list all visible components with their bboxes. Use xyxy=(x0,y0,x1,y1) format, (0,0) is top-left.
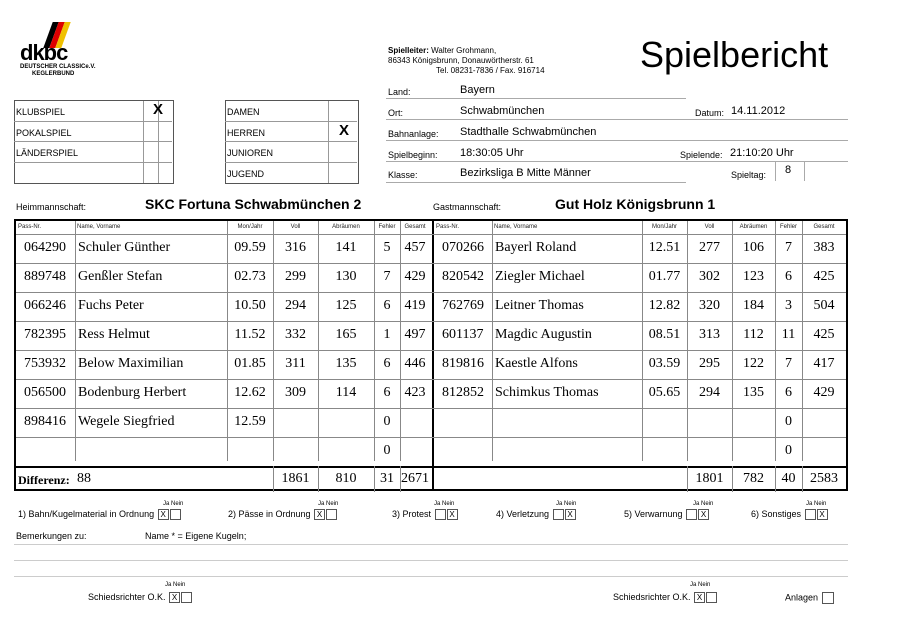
kategorie-mark-1[interactable]: X xyxy=(339,121,350,139)
spielleiter-block xyxy=(388,46,545,76)
spielleiter-tel: Tel. 08231-7836 / Fax. 916714 xyxy=(436,66,545,75)
check-ja-checkbox-5[interactable] xyxy=(805,509,816,520)
check-nein-checkbox-0[interactable] xyxy=(170,509,181,520)
land-value: Bayern xyxy=(460,84,495,96)
kategorie-label-1: HERREN xyxy=(227,127,266,138)
check-nein-checkbox-1[interactable] xyxy=(326,509,337,520)
spieltag-label: Spieltag: xyxy=(731,170,767,180)
guest-col-voll: Voll xyxy=(704,224,715,230)
check-item-4 xyxy=(624,509,709,520)
schiri1-janein: Ja Nein xyxy=(165,582,186,588)
datum-value: 14.11.2012 xyxy=(731,105,786,117)
bemerkungen-text: Name * = Eigene Kugeln; xyxy=(145,531,247,541)
check-janein-5: Ja Nein xyxy=(806,501,827,507)
check-label-1: 2) Pässe in Ordnung xyxy=(228,509,311,519)
page-title: Spielbericht xyxy=(640,34,829,75)
home-row-0-voll: 316 xyxy=(285,240,306,255)
spielbeginn-label: Spielbeginn: xyxy=(388,150,438,160)
check-ja-checkbox-2[interactable] xyxy=(435,509,446,520)
guest-row-2-ges: 504 xyxy=(813,298,835,313)
home-row-2-abr: 125 xyxy=(335,298,357,313)
spielbeginn-value: 18:30:05 Uhr xyxy=(460,147,524,159)
logo-brand: dkbc xyxy=(20,40,68,65)
guest-row-0-fehler: 7 xyxy=(785,240,792,255)
home-col-fehler: Fehler xyxy=(378,224,396,230)
home-row-2-mj: 10.50 xyxy=(234,298,266,313)
guest-row-2-mj: 12.82 xyxy=(648,298,681,313)
check-nein-checkbox-2[interactable]: X xyxy=(447,509,458,520)
home-row-5-pass: 056500 xyxy=(24,385,66,400)
bemerkungen-label: Bemerkungen zu: xyxy=(16,531,87,541)
guest-total-voll: 1801 xyxy=(695,471,724,486)
guest-col-fehler: Fehler xyxy=(779,224,797,230)
home-row-3-fehler: 1 xyxy=(383,327,391,342)
home-row-2-name: Fuchs Peter xyxy=(78,298,144,313)
bahnanlage-label: Bahnanlage: xyxy=(388,129,439,139)
results-table xyxy=(14,219,848,491)
home-row-1-mj: 02.73 xyxy=(234,269,266,284)
home-row-2-ges: 419 xyxy=(404,298,426,313)
home-row-5-fehler: 6 xyxy=(383,385,391,400)
guest-row-2-voll: 320 xyxy=(699,298,720,313)
home-row-4-pass: 753932 xyxy=(24,356,66,371)
guest-row-3-name: Magdic Augustin xyxy=(495,327,592,342)
spieltag-value: 8 xyxy=(785,164,792,176)
spielart-label-0: KLUBSPIEL xyxy=(16,107,66,117)
guest-row-5-ges: 429 xyxy=(813,385,835,400)
check-label-2: 3) Protest xyxy=(392,509,432,519)
home-row-3-ges: 497 xyxy=(404,327,426,342)
home-row-1-abr: 130 xyxy=(335,269,357,284)
guest-row-3-voll: 313 xyxy=(699,327,720,342)
home-row-1-ges: 429 xyxy=(404,269,426,284)
guest-row-4-fehler: 7 xyxy=(785,356,792,371)
schiri2-ja-checkbox[interactable]: X xyxy=(694,592,705,603)
guest-row-0-mj: 12.51 xyxy=(648,240,681,255)
guest-row-1-abr: 123 xyxy=(743,269,764,284)
schiri2-label: Schiedsrichter O.K. xyxy=(613,592,691,602)
home-row-5-mj: 12.62 xyxy=(234,385,266,400)
logo-line3: e.V. xyxy=(85,64,96,70)
check-label-3: 4) Verletzung xyxy=(496,509,550,519)
schiri1-ja-checkbox[interactable]: X xyxy=(169,592,180,603)
kategorie-label-0: DAMEN xyxy=(227,107,260,117)
home-row-3-mj: 11.52 xyxy=(234,327,266,342)
home-row-4-mj: 01.85 xyxy=(234,356,266,371)
home-row-0-abr: 141 xyxy=(335,240,357,255)
check-janein-2: Ja Nein xyxy=(434,501,455,507)
guest-team-name: Gut Holz Königsbrunn 1 xyxy=(555,196,716,212)
home-row-5-ges: 423 xyxy=(404,385,426,400)
land-label: Land: xyxy=(388,87,411,97)
guest-row-1-voll: 302 xyxy=(699,269,720,284)
guest-row-3-fehler: 11 xyxy=(781,327,796,342)
dkbc-logo xyxy=(18,22,98,80)
check-janein-1: Ja Nein xyxy=(318,501,339,507)
check-item-2 xyxy=(392,509,458,520)
check-janein-4: Ja Nein xyxy=(693,501,714,507)
anlagen xyxy=(785,592,834,604)
home-row-4-voll: 311 xyxy=(285,356,306,371)
guest-row-3-pass: 601137 xyxy=(442,327,484,342)
guest-col-pass: Pass-Nr. xyxy=(436,224,460,230)
kategorie-label-3: JUGEND xyxy=(227,168,265,179)
check-ja-checkbox-4[interactable] xyxy=(686,509,697,520)
anlagen-label: Anlagen xyxy=(785,592,819,603)
home-row-4-name: Below Maximilian xyxy=(78,356,184,371)
differenz-label: Differenz: xyxy=(18,473,70,487)
home-col-abr: Abräumen xyxy=(332,224,360,230)
check-ja-checkbox-3[interactable] xyxy=(553,509,564,520)
guest-row-2-name: Leitner Thomas xyxy=(495,298,584,313)
home-row-1-voll: 299 xyxy=(285,269,306,284)
ort-label: Ort: xyxy=(388,108,403,118)
guest-col-abr: Abräumen xyxy=(739,224,768,230)
guest-total-abr: 782 xyxy=(743,471,764,486)
bahnanlage-value: Stadthalle Schwabmünchen xyxy=(460,126,597,138)
spielende-label: Spielende: xyxy=(680,150,723,160)
schiri1-label: Schiedsrichter O.K. xyxy=(88,592,166,602)
guest-row-3-abr: 112 xyxy=(743,327,764,342)
home-row-0-fehler: 5 xyxy=(383,240,391,255)
home-row-6-pass: 898416 xyxy=(24,414,66,429)
spielleiter-label: Spielleiter: xyxy=(388,46,429,55)
check-label-4: 5) Verwarnung xyxy=(624,509,683,519)
schiri1 xyxy=(88,592,192,603)
home-team-name: SKC Fortuna Schwabmünchen 2 xyxy=(145,196,362,212)
home-row-1-name: Genßler Stefan xyxy=(78,269,163,284)
home-row-4-fehler: 6 xyxy=(383,356,391,371)
check-ja-checkbox-0[interactable]: X xyxy=(158,509,169,520)
home-total-fehler: 31 xyxy=(380,471,394,486)
spielende-value: 21:10:20 Uhr xyxy=(730,147,794,159)
schiri2-nein-checkbox[interactable] xyxy=(706,592,717,603)
guest-row-0-pass: 070266 xyxy=(442,240,484,255)
guest-col-monjahr: Mon/Jahr xyxy=(651,224,677,230)
home-row-3-abr: 165 xyxy=(335,327,357,342)
guest-row-1-fehler: 6 xyxy=(785,269,792,284)
guest-row-0-abr: 106 xyxy=(743,240,764,255)
guest-row-5-mj: 05.65 xyxy=(648,385,681,400)
check-label-0: 1) Bahn/Kugelmaterial in Ordnung xyxy=(18,509,155,519)
check-item-5 xyxy=(751,509,828,520)
spielart-label-1: POKALSPIEL xyxy=(16,127,72,138)
guest-row-0-ges: 383 xyxy=(813,240,835,255)
guest-row-5-name: Schimkus Thomas xyxy=(495,385,599,400)
schiri2 xyxy=(613,592,717,603)
home-row-4-abr: 135 xyxy=(335,356,357,371)
home-row-0-ges: 457 xyxy=(404,240,426,255)
home-col-monjahr: Mon/Jahr xyxy=(237,224,263,230)
home-team-label: Heimmannschaft: xyxy=(16,202,87,212)
check-janein-3: Ja Nein xyxy=(556,501,577,507)
home-row-0-pass: 064290 xyxy=(24,240,66,255)
guest-row-4-voll: 295 xyxy=(699,356,720,371)
guest-row-4-mj: 03.59 xyxy=(648,356,681,371)
home-row-2-fehler: 6 xyxy=(383,298,391,313)
check-nein-checkbox-4[interactable]: X xyxy=(698,509,709,520)
spielleiter-name: Walter Grohmann, xyxy=(431,46,497,55)
guest-row-1-pass: 820542 xyxy=(442,269,484,284)
check-janein-0: Ja Nein xyxy=(163,501,184,507)
guest-total-fehler: 40 xyxy=(781,471,796,486)
home-row-2-pass: 066246 xyxy=(24,298,66,313)
home-row-3-voll: 332 xyxy=(285,327,306,342)
guest-row-5-abr: 135 xyxy=(743,385,764,400)
home-row-2-voll: 294 xyxy=(285,298,306,313)
home-row-6-mj: 12.59 xyxy=(234,414,266,429)
check-ja-checkbox-1[interactable]: X xyxy=(314,509,325,520)
home-row-1-pass: 889748 xyxy=(24,269,66,284)
guest-row-6-fehler: 0 xyxy=(785,414,792,429)
guest-row-5-fehler: 6 xyxy=(785,385,792,400)
differenz-value: 88 xyxy=(77,471,91,486)
home-row-0-name: Schuler Günther xyxy=(78,240,171,255)
guest-row-1-ges: 425 xyxy=(813,269,835,284)
check-item-3 xyxy=(496,509,576,520)
spielart-mark-0[interactable]: X xyxy=(153,101,164,118)
home-row-3-name: Ress Helmut xyxy=(78,327,150,342)
guest-col-name: Name, Vorname xyxy=(494,224,538,230)
guest-row-2-pass: 762769 xyxy=(442,298,484,313)
home-total-abr: 810 xyxy=(335,471,357,486)
home-row-0-mj: 09.59 xyxy=(234,240,266,255)
logo-line4: KEGLERBUND xyxy=(32,71,75,77)
schiri1-nein-checkbox[interactable] xyxy=(181,592,192,603)
logo-line1: DEUTSCHER xyxy=(20,64,58,70)
guest-row-4-ges: 417 xyxy=(813,356,835,371)
guest-row-7-fehler: 0 xyxy=(785,443,792,458)
guest-row-0-name: Bayerl Roland xyxy=(495,240,577,255)
logo-line2: CLASSIC xyxy=(59,64,86,70)
guest-row-3-mj: 08.51 xyxy=(648,327,681,342)
check-label-5: 6) Sonstiges xyxy=(751,509,802,519)
guest-row-0-voll: 277 xyxy=(699,240,720,255)
guest-row-4-abr: 122 xyxy=(743,356,764,371)
guest-total-ges: 2583 xyxy=(810,471,838,486)
klasse-label: Klasse: xyxy=(388,170,418,180)
home-col-gesamt: Gesamt xyxy=(404,224,426,230)
home-row-3-pass: 782395 xyxy=(24,327,66,342)
home-col-voll: Voll xyxy=(290,224,301,230)
home-row-5-voll: 309 xyxy=(285,385,306,400)
klasse-value: Bezirksliga B Mitte Männer xyxy=(460,167,591,179)
guest-row-4-name: Kaestle Alfons xyxy=(495,356,578,371)
home-row-4-ges: 446 xyxy=(404,356,426,371)
home-total-ges: 2671 xyxy=(401,471,429,486)
check-item-0 xyxy=(18,509,181,520)
datum-label: Datum: xyxy=(695,108,725,118)
home-row-5-name: Bodenburg Herbert xyxy=(78,385,187,400)
guest-row-5-voll: 294 xyxy=(699,385,720,400)
home-col-pass: Pass-Nr. xyxy=(18,224,42,230)
guest-col-gesamt: Gesamt xyxy=(813,224,835,230)
home-row-6-fehler: 0 xyxy=(383,414,391,429)
anlagen-checkbox[interactable] xyxy=(822,592,834,604)
guest-row-2-abr: 184 xyxy=(743,298,764,313)
guest-row-4-pass: 819816 xyxy=(442,356,484,371)
home-row-5-abr: 114 xyxy=(335,385,357,400)
schiri2-janein: Ja Nein xyxy=(690,582,711,588)
check-item-1 xyxy=(228,509,337,520)
spielleiter-address: 86343 Königsbrunn, Donauwörtherstr. 61 xyxy=(388,56,534,65)
home-total-voll: 1861 xyxy=(281,471,310,486)
guest-row-1-mj: 01.77 xyxy=(648,269,681,284)
check-nein-checkbox-3[interactable]: X xyxy=(565,509,576,520)
home-row-7-fehler: 0 xyxy=(383,443,391,458)
guest-row-5-pass: 812852 xyxy=(442,385,484,400)
spielart-label-2: LÄNDERSPIEL xyxy=(16,148,79,158)
guest-row-1-name: Ziegler Michael xyxy=(495,269,585,284)
guest-row-2-fehler: 3 xyxy=(785,298,792,313)
home-row-1-fehler: 7 xyxy=(383,269,391,284)
guest-team-label: Gastmannschaft: xyxy=(433,202,502,212)
guest-row-3-ges: 425 xyxy=(813,327,835,342)
home-row-6-name: Wegele Siegfried xyxy=(78,414,175,429)
home-col-name: Name, Vorname xyxy=(77,224,121,230)
kategorie-label-2: JUNIOREN xyxy=(227,148,274,158)
ort-value: Schwabmünchen xyxy=(460,105,545,117)
check-nein-checkbox-5[interactable]: X xyxy=(817,509,828,520)
